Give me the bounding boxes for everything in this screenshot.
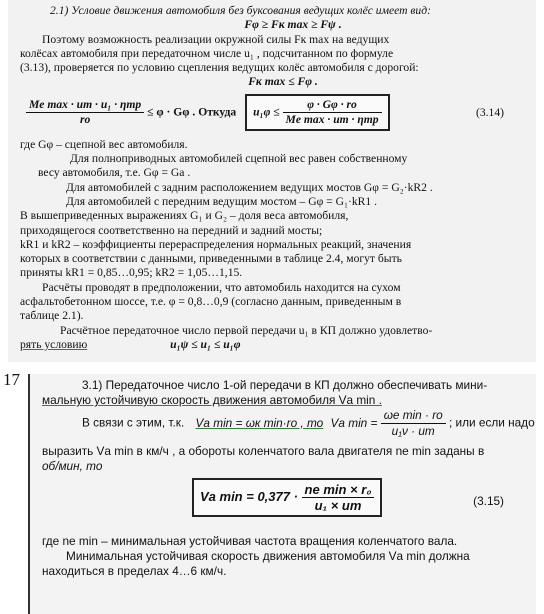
page-number: 17 <box>3 370 20 389</box>
textbook-section-top <box>8 0 536 362</box>
equation-number: (3.15) <box>473 494 504 508</box>
speed-relation: В связи с этим, т.к. Vа min = ωк min·rо , то Vа min = $\frac{\text{ωе min · rо}}{\text{u₁ν · uт}}$ ; или если надо <box>82 408 535 438</box>
formula-3-15 <box>42 478 526 528</box>
paragraph-line: мальную устойчивую скорость движения автомобиля Vа min . <box>42 393 382 407</box>
paragraph-line: В вышеприведенных выражениях G₁ и G₂ – доля веса автомобиля, <box>20 209 349 223</box>
paragraph-line: kR1 и kR2 – коэффициенты перераспределения нормальных реакций, значения <box>20 237 412 251</box>
equation-number: (3.14) <box>475 105 504 119</box>
paragraph-line: 3.1) Передаточное число 1-ой передачи в КП должно обеспечивать мини- <box>82 378 488 392</box>
paragraph-line: Для полноприводных автомобилей сцепной вес равен собственному <box>70 152 408 166</box>
paragraph-line: где nе min – минимальная устойчивая частота вращения коленчатого вала. <box>42 534 458 548</box>
paragraph-line: находиться в пределах 4…6 км/ч. <box>42 564 227 578</box>
paragraph-line: весу автомобиля, т.е. Gφ = Gа . <box>38 166 191 180</box>
paragraph-line: асфальтобетонном шоссе, т.е. φ = 0,8…0,9 (согласно данным, приведенным в <box>20 295 402 309</box>
paragraph-line: рять условию u₁ψ ≤ u₁ ≤ u₁φ <box>20 337 241 351</box>
paragraph-line: выразить Vа min в км/ч , а обороты коленчатого вала двигателя nе min заданы в <box>42 444 485 458</box>
paragraph-line: приняты kR1 = 0,85…0,95; kR2 = 1,05…1,15. <box>20 266 243 280</box>
paragraph-line: об/мин, то <box>42 459 103 473</box>
condition-formula: Fφ ≥ Fк max ≥ Fψ . <box>244 18 342 32</box>
boxed-formula: u₁φ ≤ $\frac{\varphi \cdot G\varphi \cdot rо}{\text{Mе max · uт · ηтр}}$ <box>245 94 389 132</box>
paragraph-line: Поэтому возможность реализации окружной силы Fк max на ведущих <box>42 32 390 46</box>
formula-3-14 <box>20 94 526 138</box>
gear-ratio-condition: u₁ψ ≤ u₁ ≤ u₁φ <box>170 337 241 351</box>
speed-fraction: $\frac{\text{ωе min · rо}}{\text{u₁ν · uт}}$ <box>381 408 446 439</box>
paragraph-line: (3.13), проверяется по условию сцепления ведущих колёс автомобиля с дорогой: <box>20 61 419 75</box>
paragraph-line: Расчёты проводят в предположении, что автомобиль находится на сухом <box>42 280 401 294</box>
paragraph-line: Для автомобилей с передним ведущим мостом – Gφ = G₁·kR1 . <box>66 194 377 208</box>
formula-text: ≤ φ · Gφ . Откуда <box>147 105 237 119</box>
paragraph-line: Расчётное передаточное число первой передачи u₁ в КП должно удовлетво- <box>60 323 433 337</box>
condition-heading: 2.1) Условие движения автомобиля без буксования ведущих колёс имеет вид: <box>50 4 431 17</box>
paragraph-line: таблице 2.1). <box>20 309 84 323</box>
paragraph-line: Для автомобилей с задним расположением ведущих мостов Gφ = G₂·kR2 . <box>66 180 433 194</box>
formula-fraction: $\frac{\text{Mе max · uт · u₁ · ηтр}}{rо}$ <box>26 98 144 128</box>
textbook-section-bottom <box>28 374 536 614</box>
paragraph-line: приходящегося соответственно на передний и задний мосты; <box>20 223 323 237</box>
paragraph-line: колёсах автомобиля при передаточном числе u₁ , подсчитанном по формуле <box>20 46 394 60</box>
paragraph-line: где Gφ – сцепной вес автомобиля. <box>20 137 188 151</box>
boxed-formula: Vа min = 0,377 · $\frac{\text{nе min × r₀}}{\text{u₁ × uт}}$ <box>192 478 382 517</box>
adhesion-formula: Fк max ≤ Fφ . <box>248 75 318 89</box>
paragraph-line: которых в соответствии с данными, приведенными в таблице 2.4, могут быть <box>20 252 402 266</box>
paragraph-line: Минимальная устойчивая скорость движения автомобиля Vа min должна <box>66 549 470 563</box>
